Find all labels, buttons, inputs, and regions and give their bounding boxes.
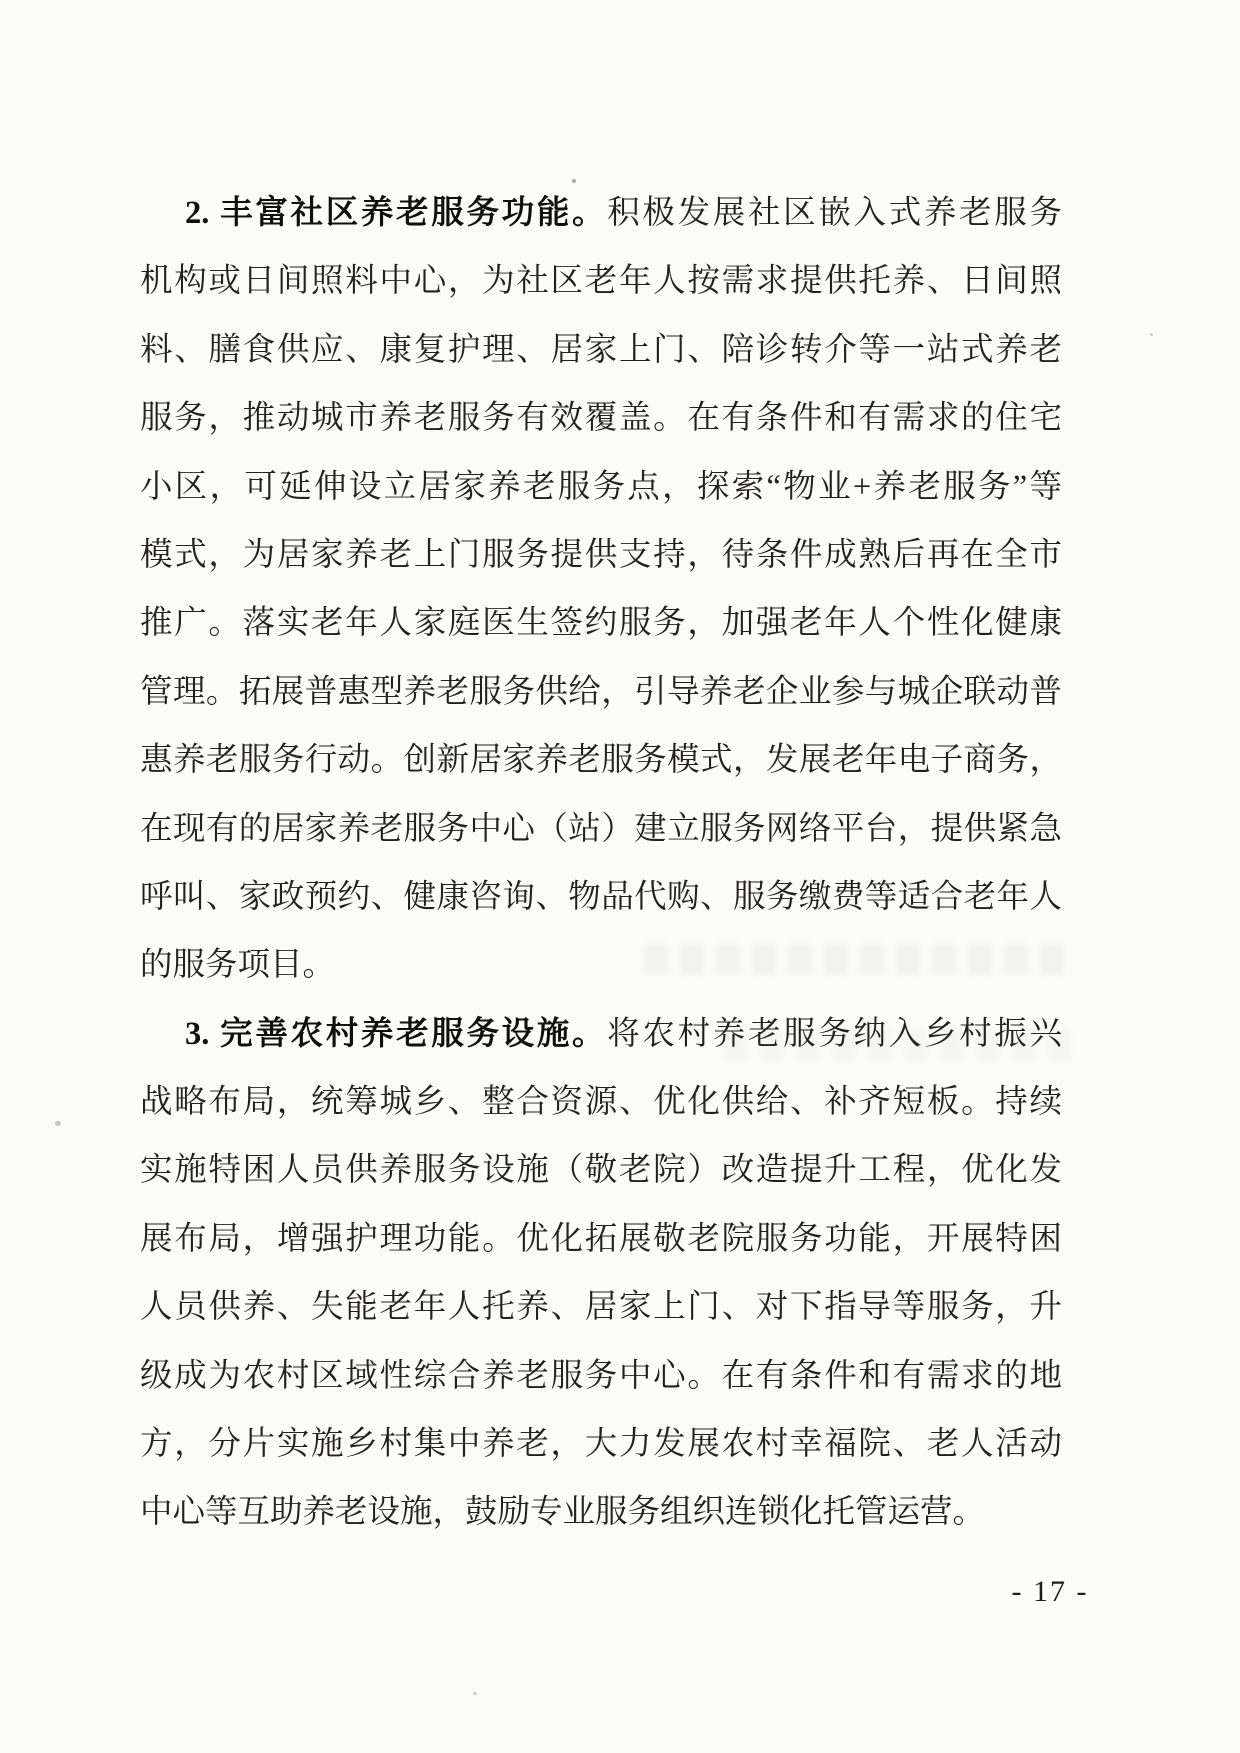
text-line: 的服务项目。 — [140, 947, 336, 984]
page-number: - 17 - — [1011, 1575, 1089, 1608]
line-text: 将农村养老服务纳入乡村振兴 — [607, 1015, 1062, 1052]
text-line: 惠养老服务行动。创新居家养老服务模式，发展老年电子商务， — [140, 742, 1062, 779]
paragraph-heading: 3. 完善农村养老服务设施。 — [185, 1015, 608, 1052]
line-text: 积极发展社区嵌入式养老服务 — [607, 195, 1062, 231]
text-line: 推广。落实老年人家庭医生签约服务，加强老年人个性化健康 — [140, 605, 1062, 642]
text-line: 方，分片实施乡村集中养老，大力发展农村幸福院、老人活动 — [140, 1426, 1062, 1463]
text-line: 实施特困人员供养服务设施（敬老院）改造提升工程，优化发 — [140, 1152, 1062, 1189]
text-line: 战略布局，统筹城乡、整合资源、优化供给、补齐短板。持续 — [140, 1084, 1062, 1121]
scan-speck — [1150, 333, 1153, 336]
text-line: 管理。拓展普惠型养老服务供给，引导养老企业参与城企联动普 — [140, 673, 1062, 710]
text-line: 模式，为居家养老上门服务提供支持，待条件成熟后再在全市 — [140, 536, 1062, 573]
text-line: 呼叫、家政预约、健康咨询、物品代购、服务缴费等适合老年人 — [140, 878, 1062, 915]
document-text-block — [140, 179, 1062, 1547]
text-line: 在现有的居家养老服务中心（站）建立服务网络平台，提供紧急 — [140, 810, 1062, 847]
scan-speck — [572, 179, 576, 183]
text-line: 中心等互助养老设施，鼓励专业服务组织连锁化托管运营。 — [140, 1494, 986, 1531]
paragraph-first-line — [140, 1000, 1062, 1068]
text-line: 机构或日间照料中心，为社区老年人按需求提供托养、日间照 — [140, 263, 1062, 300]
scan-speck — [55, 1121, 61, 1126]
paragraph-heading: 2. 丰富社区养老服务功能。 — [185, 195, 608, 231]
text-line: 小区，可延伸设立居家养老服务点，探索“物业+养老服务”等 — [140, 468, 1062, 505]
text-line: 服务，推动城市养老服务有效覆盖。在有条件和有需求的住宅 — [140, 400, 1062, 437]
text-line: 人员供养、失能老年人托养、居家上门、对下指导等服务，升 — [140, 1289, 1062, 1326]
text-line: 级成为农村区域性综合养老服务中心。在有条件和有需求的地 — [140, 1357, 1062, 1394]
scan-speck — [473, 1692, 477, 1695]
text-line: 料、膳食供应、康复护理、居家上门、陪诊转介等一站式养老 — [140, 331, 1062, 368]
text-line: 展布局，增强护理功能。优化拓展敬老院服务功能，开展特困 — [140, 1220, 1062, 1257]
paragraph-first-line — [140, 179, 1062, 247]
